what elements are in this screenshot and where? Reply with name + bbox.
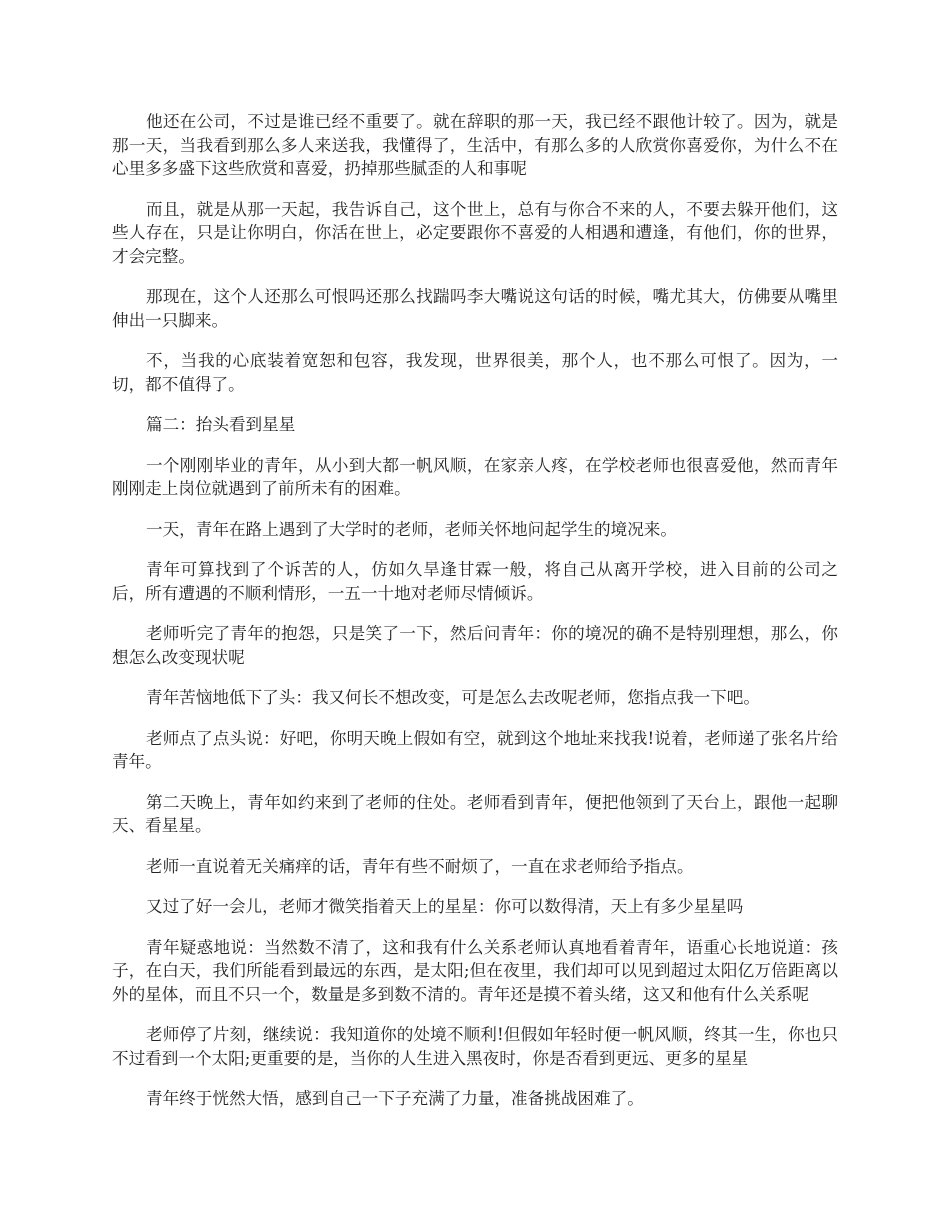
paragraph: 一个刚刚毕业的青年，从小到大都一帆风顺，在家亲人疼，在学校老师也很喜爱他，然而青年刚刚走上岗位就遇到了前所未有的困难。 <box>112 455 838 498</box>
paragraph: 那现在，这个人还那么可恨吗还那么找踹吗李大嘴说这句话的时候，嘴尤其大，仿佛要从嘴里伸出一只脚来。 <box>112 287 838 330</box>
paragraph: 第二天晚上，青年如约来到了老师的住处。老师看到青年，便把他领到了天台上，跟他一起聊天、看星星。 <box>112 792 838 835</box>
paragraph: 老师停了片刻，继续说：我知道你的处境不顺利!但假如年轻时便一帆风顺，终其一生，你也只不过看到一个太阳;更重要的是，当你的人生进入黑夜时，你是否看到更远、更多的星星 <box>112 1025 838 1068</box>
section-heading: 篇二：抬头看到星星 <box>146 415 296 434</box>
paragraph: 老师听完了青年的抱怨，只是笑了一下，然后问青年：你的境况的确不是特别理想，那么，你想怎么改变现状呢 <box>112 624 838 667</box>
paragraph: 青年疑惑地说：当然数不清了，这和我有什么关系老师认真地看着青年，语重心长地说道：孩子，在白天，我们所能看到最远的东西，是太阳;但在夜里，我们却可以见到超过太阳亿万倍距离以外的星体，而且不只一个，数量是多到数不清的。青年还是摸不着头绪，这又和他有什么关系呢 <box>112 937 838 1004</box>
paragraph: 一天，青年在路上遇到了大学时的老师，老师关怀地问起学生的境况来。 <box>146 519 677 539</box>
paragraph: 青年可算找到了个诉苦的人，仿如久旱逢甘霖一般，将自己从离开学校，进入目前的公司之后，所有遭遇的不顺利情形，一五一十地对老师尽情倾诉。 <box>112 560 838 603</box>
paragraph: 他还在公司，不过是谁已经不重要了。就在辞职的那一天，我已经不跟他计较了。因为，就是那一天，当我看到那么多人来送我，我懂得了，生活中，有那么多的人欣赏你喜爱你，为什么不在心里多多盛下这些欣赏和喜爱，扔掉那些腻歪的人和事呢 <box>112 112 838 178</box>
document-body <box>112 110 838 1128</box>
paragraph: 老师点了点头说：好吧，你明天晚上假如有空，就到这个地址来找我!说着，老师递了张名片给青年。 <box>112 728 838 771</box>
paragraph: 不，当我的心底装着宽恕和包容，我发现，世界很美，那个人，也不那么可恨了。因为，一切，都不值得了。 <box>112 351 838 394</box>
paragraph: 又过了好一会儿，老师才微笑指着天上的星星：你可以数得清，天上有多少星星吗 <box>146 897 744 916</box>
paragraph: 青年终于恍然大悟，感到自己一下子充满了力量，准备挑战困难了。 <box>146 1089 644 1108</box>
paragraph: 老师一直说着无关痛痒的话，青年有些不耐烦了，一直在求老师给予指点。 <box>146 856 694 876</box>
paragraph: 青年苦恼地低下了头：我又何长不想改变，可是怎么去改呢老师，您指点我一下吧。 <box>146 688 760 707</box>
paragraph: 而且，就是从那一天起，我告诉自己，这个世上，总有与你合不来的人，不要去躲开他们，这些人存在，只是让你明白，你活在世上，必定要跟你不喜爱的人相遇和遭逢，有他们，你的世界，才会完整。 <box>112 199 838 266</box>
